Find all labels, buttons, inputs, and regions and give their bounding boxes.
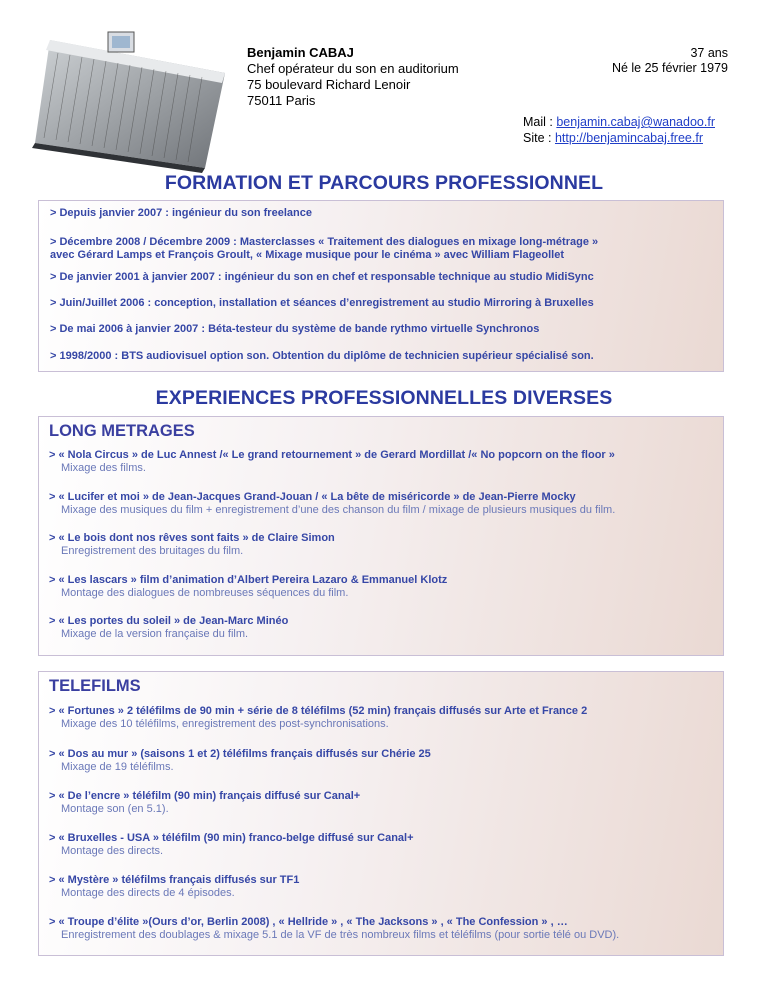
formation-line: > Juin/Juillet 2006 : conception, installation et séances d’enregistrement au studio Mirroring à Bruxelles xyxy=(50,297,594,309)
person-name: Benjamin CABAJ xyxy=(247,45,354,60)
long-metrages-box xyxy=(38,416,724,656)
age-block xyxy=(612,46,728,76)
list-item xyxy=(49,748,717,774)
item-title: > « Les lascars » film d’animation d’Albert Pereira Lazaro & Emmanuel Klotz xyxy=(49,574,448,586)
item-desc: Enregistrement des bruitages du film. xyxy=(61,545,244,557)
address-line-1: 75 boulevard Richard Lenoir xyxy=(247,77,411,92)
list-item xyxy=(49,615,717,641)
item-title: > « Fortunes » 2 téléfilms de 90 min + série de 8 téléfilms (52 min) français diffusés sur Arte et France 2 xyxy=(49,705,588,717)
list-item xyxy=(49,532,717,558)
mixing-console-image xyxy=(30,28,235,173)
formation-title: FORMATION ET PARCOURS PROFESSIONNEL xyxy=(164,172,604,194)
item-title: > « Dos au mur » (saisons 1 et 2) téléfilms français diffusés sur Chérie 25 xyxy=(49,748,431,760)
item-title: > « Bruxelles - USA » téléfilm (90 min) franco-belge diffusé sur Canal+ xyxy=(49,832,414,844)
long-metrages-title: LONG METRAGES xyxy=(49,422,195,440)
list-item xyxy=(49,574,717,600)
list-item xyxy=(49,874,717,900)
links-block xyxy=(523,114,715,146)
age: 37 ans xyxy=(690,46,728,60)
telefilms-title: TELEFILMS xyxy=(49,677,141,695)
item-title: > « Mystère » téléfilms français diffusés sur TF1 xyxy=(49,874,300,886)
formation-box xyxy=(38,200,724,372)
item-desc: Mixage des musiques du film + enregistrement d’une des chanson du film / mixage de plusieurs musiques du film. xyxy=(61,504,616,516)
list-item xyxy=(49,705,717,731)
experiences-title: EXPERIENCES PROFESSIONNELLES DIVERSES xyxy=(155,387,613,409)
contact-block xyxy=(247,45,459,109)
list-item xyxy=(49,449,717,475)
job-title: Chef opérateur du son en auditorium xyxy=(247,61,459,76)
item-title: > « De l’encre » téléfilm (90 min) français diffusé sur Canal+ xyxy=(49,790,361,802)
site-label: Site : xyxy=(523,131,552,145)
telefilms-box xyxy=(38,671,724,956)
item-desc: Montage des directs de 4 épisodes. xyxy=(61,887,235,899)
birth-date: Né le 25 février 1979 xyxy=(611,61,728,75)
list-item xyxy=(49,491,717,517)
formation-line: avec Gérard Lamps et François Groult, « Mixage musique pour le cinéma » avec William Flageollet xyxy=(50,249,565,261)
formation-line: > Depuis janvier 2007 : ingénieur du son freelance xyxy=(50,207,312,219)
item-desc: Montage des directs. xyxy=(61,845,164,857)
formation-line: > De mai 2006 à janvier 2007 : Béta-testeur du système de bande rythmo virtuelle Synchronos xyxy=(50,323,540,335)
item-title: > « Les portes du soleil » de Jean-Marc Minéo xyxy=(49,615,289,627)
item-desc: Montage des dialogues de nombreuses séquences du film. xyxy=(61,587,349,599)
item-desc: Mixage de la version française du film. xyxy=(61,628,249,640)
mail-label: Mail : xyxy=(523,115,553,129)
list-item xyxy=(49,832,717,858)
item-desc: Montage son (en 5.1). xyxy=(61,803,169,815)
item-title: > « Nola Circus » de Luc Annest /« Le grand retournement » de Gerard Mordillat /« No popcorn on the floor » xyxy=(49,449,615,461)
address-line-2: 75011 Paris xyxy=(247,93,316,108)
mail-link[interactable]: benjamin.cabaj@wanadoo.fr xyxy=(556,115,715,129)
formation-line: > De janvier 2001 à janvier 2007 : ingénieur du son en chef et responsable technique au studio MidiSync xyxy=(50,271,594,283)
formation-line: > 1998/2000 : BTS audiovisuel option son. Obtention du diplôme de technicien supérieur spécialisé son. xyxy=(50,350,594,362)
item-desc: Mixage de 19 téléfilms. xyxy=(61,761,174,773)
formation-line: > Décembre 2008 / Décembre 2009 : Masterclasses « Traitement des dialogues en mixage long-métrage » xyxy=(50,236,599,248)
list-item xyxy=(49,790,717,816)
item-title: > « Troupe d’élite »(Ours d’or, Berlin 2008) , « Hellride » , « The Jacksons » , « The Confession » , … xyxy=(49,916,568,928)
list-item xyxy=(49,916,717,942)
item-desc: Mixage des films. xyxy=(61,462,146,474)
item-title: > « Lucifer et moi » de Jean-Jacques Grand-Jouan / « La bête de miséricorde » de Jean-Pierre Mocky xyxy=(49,491,576,503)
item-title: > « Le bois dont nos rêves sont faits » de Claire Simon xyxy=(49,532,335,544)
site-link[interactable]: http://benjamincabaj.free.fr xyxy=(554,131,703,145)
item-desc: Enregistrement des doublages & mixage 5.1 de la VF de très nombreux films et téléfilms (pour sortie télé ou DVD). xyxy=(61,929,620,941)
item-desc: Mixage des 10 téléfilms, enregistrement des post-synchronisations. xyxy=(61,718,389,730)
